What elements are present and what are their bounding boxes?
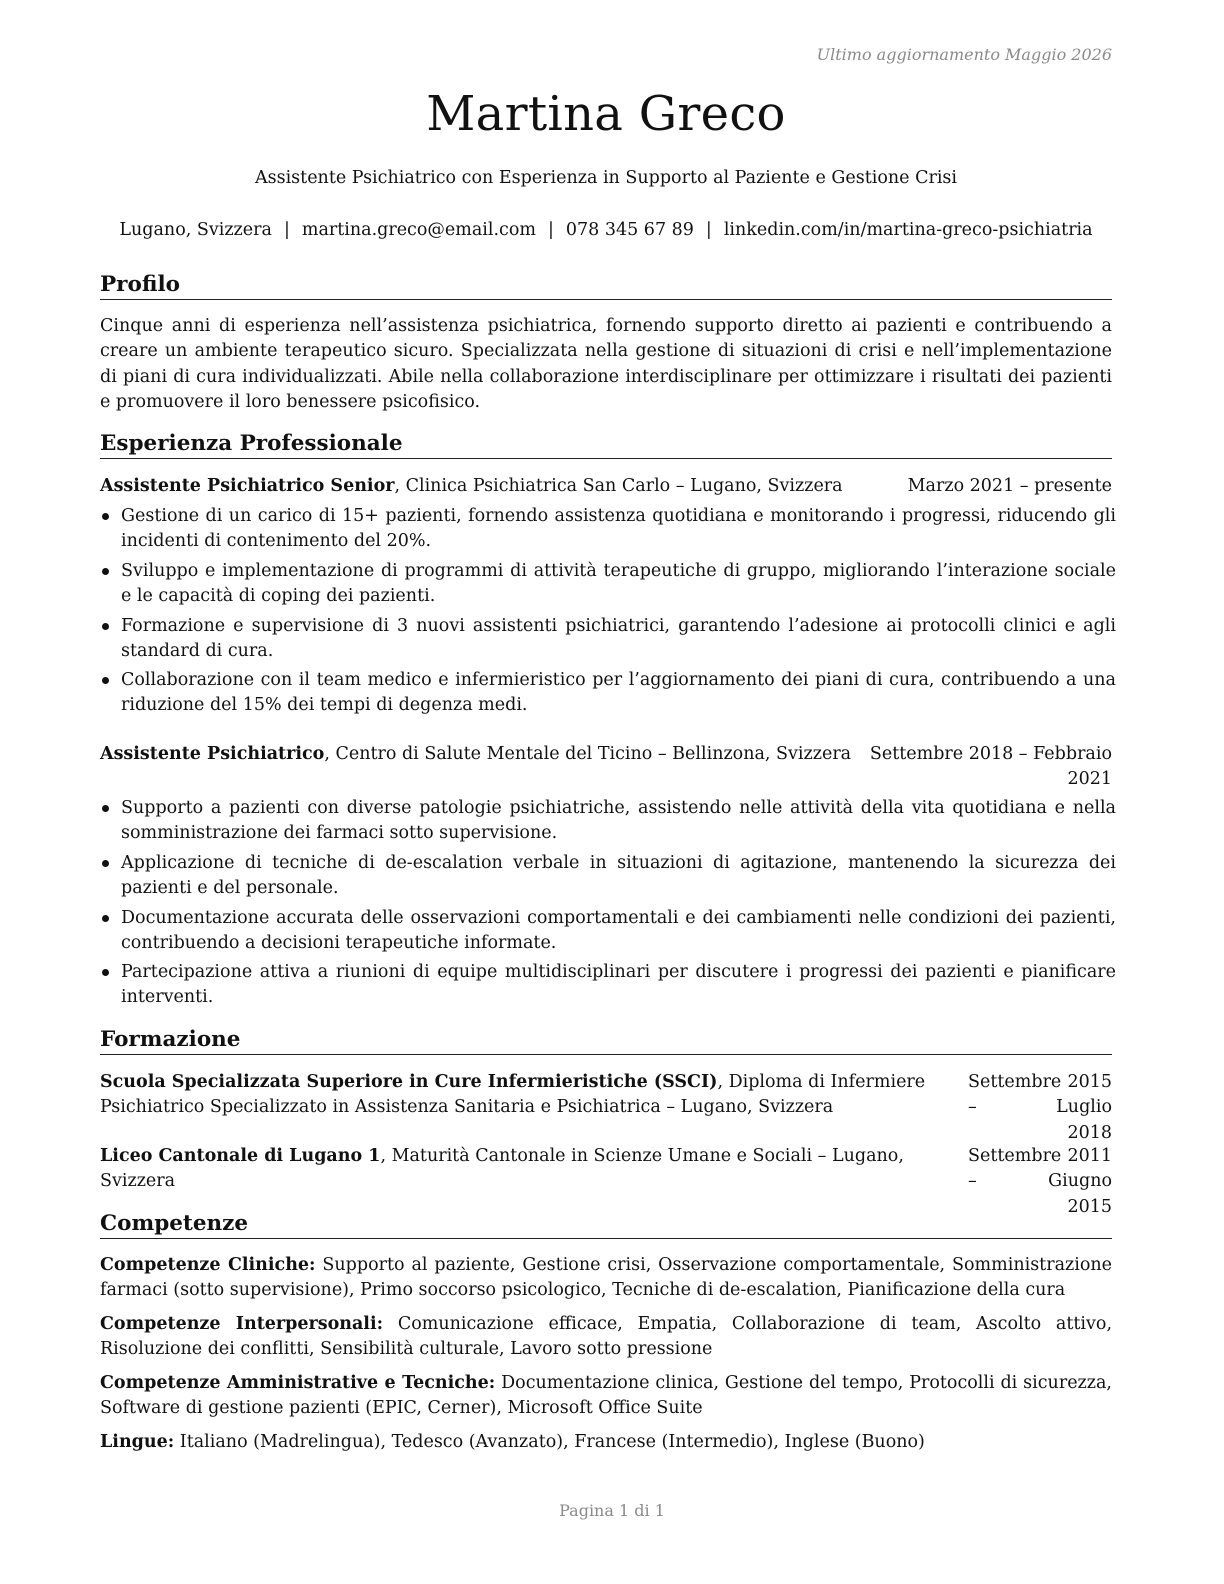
job-dates: Marzo 2021 – presente	[907, 476, 1112, 496]
list-item	[100, 960, 1116, 1010]
skill-group	[100, 1430, 1112, 1455]
bullet-text: Applicazione di tecniche di de-escalation verbale in situazioni di agitazione, mantenendo la sicurezza dei pazienti e del personale.	[121, 852, 1116, 898]
contact-location: Lugano, Svizzera	[119, 220, 272, 240]
education-degree: , Diploma di Infermiere Psichiatrico Specializzato in Assistenza Sanitaria e Psichiatrica – Lugano, Svizzera	[100, 1072, 926, 1118]
education-entry	[100, 1070, 1112, 1143]
contact-line	[80, 220, 1132, 240]
skill-group	[100, 1253, 1112, 1304]
skill-label: Competenze Amministrative e Tecniche:	[100, 1373, 496, 1393]
bullet-text: Documentazione accurata delle osservazioni comportamentali e dei cambiamenti nelle condizioni dei pazienti, contribuendo a decisioni terapeutiche informate.	[121, 907, 1116, 953]
candidate-name: Martina Greco	[426, 86, 786, 142]
contact-separator: |	[283, 220, 290, 240]
bullet-text: Partecipazione attiva a riunioni di equipe multidisciplinari per discutere i progressi dei pazienti e pianificare interventi.	[121, 962, 1116, 1008]
job-dates-line: 2021	[1067, 769, 1112, 790]
list-item	[100, 851, 1116, 901]
bullet-icon	[102, 513, 109, 520]
job-bullets	[100, 504, 1116, 723]
education-dates-line: Settembre 2015 – Luglio	[968, 1072, 1112, 1118]
job-bullets	[100, 796, 1116, 1015]
section-title-experience: Esperienza Professionale	[100, 431, 1112, 459]
section-title-profile: Profilo	[100, 272, 1112, 300]
contact-email[interactable]: martina.greco@email.com	[301, 220, 536, 240]
bullet-icon	[102, 969, 109, 976]
list-item	[100, 614, 1116, 664]
education-school: Liceo Cantonale di Lugano 1	[100, 1146, 381, 1166]
skill-group	[100, 1312, 1112, 1363]
section-title-education: Formazione	[100, 1027, 1112, 1055]
list-item	[100, 906, 1116, 956]
bullet-text: Gestione di un carico di 15+ pazienti, fornendo assistenza quotidiana e monitorando i progressi, riducendo gli incidenti di contenimento del 20%.	[121, 506, 1116, 551]
contact-linkedin[interactable]: linkedin.com/in/martina-greco-psichiatria	[723, 220, 1093, 240]
bullet-icon	[102, 677, 109, 684]
bullet-text: Sviluppo e implementazione di programmi di attività terapeutiche di gruppo, migliorando l’interazione sociale e le capacità di coping dei pazienti.	[121, 560, 1116, 606]
contact-separator: |	[547, 220, 554, 240]
education-dates	[968, 1070, 1112, 1146]
bullet-icon	[102, 623, 109, 630]
education-dates-line: Settembre 2011 – Giugno	[968, 1146, 1112, 1192]
list-item	[100, 504, 1116, 554]
education-dates-line: 2015	[1067, 1196, 1112, 1217]
education-dates-line: 2018	[1067, 1122, 1112, 1143]
education-dates	[968, 1144, 1112, 1220]
list-item	[100, 559, 1116, 609]
education-school: Scuola Specializzata Superiore in Cure Infermieristiche (SSCI)	[100, 1072, 718, 1092]
skill-text: Comunicazione efficace, Empatia, Collaborazione di team, Ascolto attivo, Risoluzione dei conflitti, Sensibilità culturale, Lavoro sotto pressione	[100, 1314, 1113, 1360]
skill-text: Documentazione clinica, Gestione del tempo, Protocolli di sicurezza, Software di gestione pazienti (EPIC, Cerner), Microsoft Office Suite	[100, 1373, 1112, 1419]
job-title: Assistente Psichiatrico Senior	[100, 476, 395, 496]
bullet-icon	[102, 915, 109, 922]
job-organization: , Clinica Psichiatrica San Carlo – Lugano, Svizzera	[394, 476, 843, 496]
job-header	[100, 474, 1112, 499]
bullet-text: Collaborazione con il team medico e infermieristico per l’aggiornamento dei piani di cura, contribuendo a una riduzione del 15% dei tempi di degenza medi.	[121, 670, 1116, 716]
candidate-headline: Assistente Psichiatrico con Esperienza in Supporto al Paziente e Gestione Crisi	[254, 168, 958, 188]
bullet-text: Formazione e supervisione di 3 nuovi assistenti psichiatrici, garantendo l’adesione ai protocolli clinici e agli standard di cura.	[121, 615, 1116, 661]
bullet-icon	[102, 860, 109, 867]
skill-group	[100, 1371, 1112, 1422]
skill-label: Lingue:	[100, 1432, 175, 1452]
education-degree: , Maturità Cantonale in Scienze Umane e Sociali – Lugano, Svizzera	[100, 1146, 904, 1192]
bullet-text: Supporto a pazienti con diverse patologie psichiatriche, assistendo nelle attività della vita quotidiana e nella somministrazione dei farmaci sotto supervisione.	[121, 798, 1116, 843]
education-detail	[100, 1070, 968, 1121]
skill-text: Italiano (Madrelingua), Tedesco (Avanzato), Francese (Intermedio), Inglese (Buono)	[174, 1432, 925, 1452]
contact-separator: |	[705, 220, 712, 240]
job-organization: , Centro di Salute Mentale del Ticino – Bellinzona, Svizzera	[324, 744, 852, 764]
job-header	[100, 742, 1112, 790]
last-updated: Ultimo aggiornamento Maggio 2026	[816, 45, 1112, 64]
job-title: Assistente Psichiatrico	[100, 744, 325, 764]
section-title-skills: Competenze	[100, 1211, 1112, 1239]
profile-text: Cinque anni di esperienza nell’assistenza psichiatrica, fornendo supporto diretto ai pazienti e contribuendo a creare un ambiente terapeutico sicuro. Specializzata nella gestione di situazioni di crisi e nell’implementazione di piani di cura individualizzati. Abile nella collaborazione interdisciplinare per ottimizzare i risultati dei pazienti e promuovere il loro benessere psicofisico.	[100, 316, 1112, 413]
bullet-icon	[102, 568, 109, 575]
list-item	[100, 796, 1116, 846]
skill-text: Supporto al paziente, Gestione crisi, Osservazione comportamentale, Somministrazione farmaci (sotto supervisione), Primo soccorso psicologico, Tecniche di de-escalation, Pianificazione della cura	[100, 1255, 1112, 1301]
education-entry	[100, 1144, 1112, 1217]
list-item	[100, 668, 1116, 718]
skill-label: Competenze Interpersonali:	[100, 1314, 384, 1334]
job-dates-line: Settembre 2018 – Febbraio	[869, 744, 1112, 764]
bullet-icon	[102, 805, 109, 812]
job-dates	[870, 742, 1112, 793]
education-detail	[100, 1144, 968, 1195]
page-number: Pagina 1 di 1	[559, 1501, 665, 1520]
contact-phone: 078 345 67 89	[565, 220, 694, 240]
skill-label: Competenze Cliniche:	[100, 1255, 316, 1275]
